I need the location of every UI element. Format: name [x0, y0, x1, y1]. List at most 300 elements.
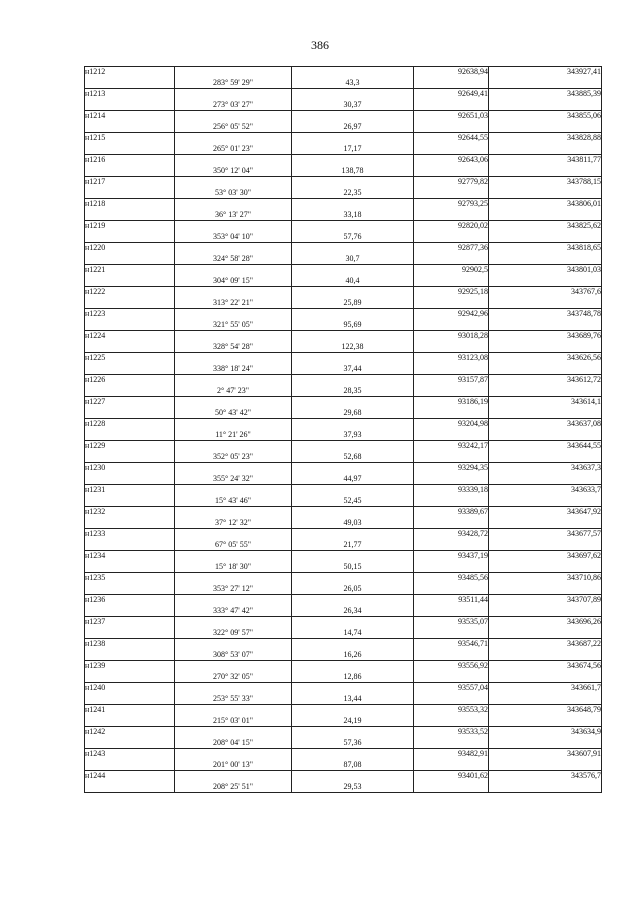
empty-cell — [85, 320, 175, 331]
empty-cell — [85, 782, 175, 793]
table-row — [85, 507, 602, 518]
coordinate-x: 92942,96 — [414, 309, 489, 320]
coordinate-y: 343885,39 — [489, 89, 602, 100]
empty-cell — [175, 375, 292, 386]
table-row — [85, 529, 602, 540]
point-id: н1238 — [85, 639, 175, 650]
table-row — [85, 760, 602, 771]
empty-cell — [292, 133, 414, 144]
segment-length: 26,34 — [292, 606, 414, 617]
table-row — [85, 771, 602, 782]
empty-cell — [85, 562, 175, 573]
empty-cell — [414, 584, 489, 595]
table-row — [85, 89, 602, 100]
coordinate-x: 93401,62 — [414, 771, 489, 782]
table-row — [85, 551, 602, 562]
segment-length: 52,45 — [292, 496, 414, 507]
coordinate-x: 93557,04 — [414, 683, 489, 694]
empty-cell — [292, 265, 414, 276]
coordinate-x: 93242,17 — [414, 441, 489, 452]
empty-cell — [489, 210, 602, 221]
coordinate-x: 92877,36 — [414, 243, 489, 254]
table-row — [85, 452, 602, 463]
empty-cell — [292, 353, 414, 364]
direction-angle: 313° 22' 21" — [175, 298, 292, 309]
table-row — [85, 705, 602, 716]
point-id: н1229 — [85, 441, 175, 452]
table-row — [85, 727, 602, 738]
direction-angle: 333° 47' 42" — [175, 606, 292, 617]
table-row — [85, 67, 602, 78]
empty-cell — [292, 683, 414, 694]
coordinate-y: 343748,78 — [489, 309, 602, 320]
point-id: н1236 — [85, 595, 175, 606]
empty-cell — [175, 331, 292, 342]
empty-cell — [414, 518, 489, 529]
coordinate-x: 93546,71 — [414, 639, 489, 650]
table-row — [85, 485, 602, 496]
point-id: н1233 — [85, 529, 175, 540]
segment-length: 52,68 — [292, 452, 414, 463]
coordinate-y: 343614,1 — [489, 397, 602, 408]
direction-angle: 324° 58' 28" — [175, 254, 292, 265]
table-row — [85, 441, 602, 452]
table-row — [85, 221, 602, 232]
coordinate-y: 343612,72 — [489, 375, 602, 386]
segment-length: 21,77 — [292, 540, 414, 551]
empty-cell — [414, 320, 489, 331]
point-id: н1218 — [85, 199, 175, 210]
empty-cell — [414, 628, 489, 639]
empty-cell — [414, 342, 489, 353]
point-id: н1239 — [85, 661, 175, 672]
empty-cell — [414, 694, 489, 705]
coordinate-x: 93389,67 — [414, 507, 489, 518]
coordinate-y: 343637,3 — [489, 463, 602, 474]
empty-cell — [414, 782, 489, 793]
empty-cell — [292, 727, 414, 738]
empty-cell — [489, 716, 602, 727]
point-id: н1228 — [85, 419, 175, 430]
table-row — [85, 408, 602, 419]
table-row — [85, 243, 602, 254]
coordinate-y: 343801,03 — [489, 265, 602, 276]
segment-length: 24,19 — [292, 716, 414, 727]
point-id: н1231 — [85, 485, 175, 496]
table-row — [85, 133, 602, 144]
coordinate-x: 93485,56 — [414, 573, 489, 584]
segment-length: 33,18 — [292, 210, 414, 221]
empty-cell — [85, 694, 175, 705]
empty-cell — [175, 617, 292, 628]
point-id: н1227 — [85, 397, 175, 408]
segment-length: 43,3 — [292, 78, 414, 89]
direction-angle: 53° 03' 30" — [175, 188, 292, 199]
empty-cell — [414, 408, 489, 419]
empty-cell — [85, 276, 175, 287]
empty-cell — [414, 540, 489, 551]
coordinate-y: 343647,92 — [489, 507, 602, 518]
empty-cell — [489, 518, 602, 529]
empty-cell — [292, 221, 414, 232]
segment-length: 30,37 — [292, 100, 414, 111]
empty-cell — [85, 364, 175, 375]
point-id: н1244 — [85, 771, 175, 782]
empty-cell — [414, 496, 489, 507]
table-row — [85, 199, 602, 210]
direction-angle: 328° 54' 28" — [175, 342, 292, 353]
empty-cell — [489, 430, 602, 441]
coordinate-y: 343677,57 — [489, 529, 602, 540]
table-row — [85, 584, 602, 595]
empty-cell — [175, 485, 292, 496]
table-row — [85, 716, 602, 727]
table-row — [85, 749, 602, 760]
coordinate-x: 93482,91 — [414, 749, 489, 760]
empty-cell — [175, 397, 292, 408]
empty-cell — [85, 430, 175, 441]
segment-length: 30,7 — [292, 254, 414, 265]
empty-cell — [489, 144, 602, 155]
empty-cell — [85, 518, 175, 529]
empty-cell — [489, 342, 602, 353]
empty-cell — [489, 760, 602, 771]
segment-length: 17,17 — [292, 144, 414, 155]
coordinate-y: 343644,55 — [489, 441, 602, 452]
point-id: н1237 — [85, 617, 175, 628]
empty-cell — [292, 463, 414, 474]
coordinate-y: 343674,56 — [489, 661, 602, 672]
coordinate-y: 343696,26 — [489, 617, 602, 628]
coordinate-y: 343811,77 — [489, 155, 602, 166]
table-row — [85, 375, 602, 386]
empty-cell — [489, 166, 602, 177]
segment-length: 138,78 — [292, 166, 414, 177]
coordinate-x: 92651,03 — [414, 111, 489, 122]
empty-cell — [489, 298, 602, 309]
empty-cell — [414, 188, 489, 199]
table-row — [85, 474, 602, 485]
empty-cell — [489, 364, 602, 375]
empty-cell — [292, 111, 414, 122]
empty-cell — [85, 122, 175, 133]
empty-cell — [489, 408, 602, 419]
empty-cell — [85, 254, 175, 265]
segment-length: 25,89 — [292, 298, 414, 309]
empty-cell — [85, 628, 175, 639]
empty-cell — [175, 507, 292, 518]
point-id: н1213 — [85, 89, 175, 100]
empty-cell — [175, 595, 292, 606]
empty-cell — [175, 551, 292, 562]
point-id: н1214 — [85, 111, 175, 122]
empty-cell — [85, 606, 175, 617]
empty-cell — [489, 738, 602, 749]
empty-cell — [175, 419, 292, 430]
table-row — [85, 320, 602, 331]
direction-angle: 270° 32' 05" — [175, 672, 292, 683]
table-row — [85, 661, 602, 672]
empty-cell — [414, 738, 489, 749]
table-row — [85, 650, 602, 661]
empty-cell — [175, 243, 292, 254]
table-row — [85, 782, 602, 793]
empty-cell — [85, 716, 175, 727]
empty-cell — [292, 419, 414, 430]
direction-angle: 322° 09' 57" — [175, 628, 292, 639]
direction-angle: 201° 00' 13" — [175, 760, 292, 771]
table-row — [85, 210, 602, 221]
empty-cell — [489, 562, 602, 573]
empty-cell — [175, 265, 292, 276]
coordinate-x: 93556,92 — [414, 661, 489, 672]
direction-angle: 353° 27' 12" — [175, 584, 292, 595]
empty-cell — [414, 716, 489, 727]
empty-cell — [175, 441, 292, 452]
table-row — [85, 353, 602, 364]
direction-angle: 11° 21' 26" — [175, 430, 292, 441]
table-row — [85, 419, 602, 430]
empty-cell — [414, 78, 489, 89]
empty-cell — [85, 408, 175, 419]
empty-cell — [292, 551, 414, 562]
table-row — [85, 496, 602, 507]
empty-cell — [175, 287, 292, 298]
table-row — [85, 276, 602, 287]
segment-length: 14,74 — [292, 628, 414, 639]
empty-cell — [489, 628, 602, 639]
empty-cell — [175, 67, 292, 78]
table-row — [85, 672, 602, 683]
empty-cell — [85, 386, 175, 397]
coordinate-y: 343626,56 — [489, 353, 602, 364]
table-row — [85, 430, 602, 441]
point-id: н1240 — [85, 683, 175, 694]
point-id: н1232 — [85, 507, 175, 518]
empty-cell — [85, 342, 175, 353]
direction-angle: 304° 09' 15" — [175, 276, 292, 287]
empty-cell — [489, 650, 602, 661]
empty-cell — [85, 166, 175, 177]
direction-angle: 355° 24' 32" — [175, 474, 292, 485]
direction-angle: 215° 03' 01" — [175, 716, 292, 727]
coordinate-x: 92644,55 — [414, 133, 489, 144]
coordinate-x: 92820,02 — [414, 221, 489, 232]
coordinates-table-body — [85, 67, 602, 793]
table-row — [85, 738, 602, 749]
coordinate-y: 343828,88 — [489, 133, 602, 144]
table-row — [85, 177, 602, 188]
empty-cell — [292, 485, 414, 496]
empty-cell — [175, 221, 292, 232]
coordinate-y: 343825,62 — [489, 221, 602, 232]
coordinate-y: 343576,7 — [489, 771, 602, 782]
coordinate-y: 343607,91 — [489, 749, 602, 760]
empty-cell — [292, 507, 414, 518]
empty-cell — [489, 782, 602, 793]
empty-cell — [414, 144, 489, 155]
empty-cell — [292, 639, 414, 650]
point-id: н1220 — [85, 243, 175, 254]
empty-cell — [175, 89, 292, 100]
coordinate-y: 343634,9 — [489, 727, 602, 738]
direction-angle: 15° 18' 30" — [175, 562, 292, 573]
empty-cell — [292, 155, 414, 166]
table-row — [85, 694, 602, 705]
page-number: 386 — [311, 38, 329, 52]
direction-angle: 308° 53' 07" — [175, 650, 292, 661]
coordinate-y: 343633,7 — [489, 485, 602, 496]
point-id: н1235 — [85, 573, 175, 584]
coordinate-x: 92902,5 — [414, 265, 489, 276]
empty-cell — [414, 364, 489, 375]
empty-cell — [414, 474, 489, 485]
coordinate-y: 343788,15 — [489, 177, 602, 188]
empty-cell — [292, 771, 414, 782]
table-row — [85, 78, 602, 89]
empty-cell — [414, 760, 489, 771]
empty-cell — [414, 386, 489, 397]
direction-angle: 36° 13' 27" — [175, 210, 292, 221]
empty-cell — [292, 397, 414, 408]
empty-cell — [292, 177, 414, 188]
segment-length: 26,97 — [292, 122, 414, 133]
empty-cell — [489, 320, 602, 331]
table-row — [85, 364, 602, 375]
segment-length: 87,08 — [292, 760, 414, 771]
empty-cell — [292, 375, 414, 386]
empty-cell — [292, 89, 414, 100]
empty-cell — [414, 430, 489, 441]
point-id: н1234 — [85, 551, 175, 562]
empty-cell — [414, 606, 489, 617]
point-id: н1221 — [85, 265, 175, 276]
point-id: н1242 — [85, 727, 175, 738]
direction-angle: 352° 05' 23" — [175, 452, 292, 463]
empty-cell — [175, 177, 292, 188]
empty-cell — [85, 232, 175, 243]
table-row — [85, 562, 602, 573]
coordinate-x: 93294,35 — [414, 463, 489, 474]
point-id: н1226 — [85, 375, 175, 386]
direction-angle: 256° 05' 52" — [175, 122, 292, 133]
point-id: н1224 — [85, 331, 175, 342]
coordinate-y: 343661,7 — [489, 683, 602, 694]
segment-length: 29,53 — [292, 782, 414, 793]
empty-cell — [85, 650, 175, 661]
segment-length: 37,44 — [292, 364, 414, 375]
coordinate-x: 93123,08 — [414, 353, 489, 364]
coordinate-x: 93437,19 — [414, 551, 489, 562]
direction-angle: 338° 18' 24" — [175, 364, 292, 375]
coordinate-x: 92638,94 — [414, 67, 489, 78]
empty-cell — [489, 694, 602, 705]
table-row — [85, 232, 602, 243]
empty-cell — [175, 705, 292, 716]
empty-cell — [175, 133, 292, 144]
segment-length: 57,36 — [292, 738, 414, 749]
coordinate-y: 343806,01 — [489, 199, 602, 210]
empty-cell — [175, 155, 292, 166]
coordinate-x: 92779,82 — [414, 177, 489, 188]
point-id: н1222 — [85, 287, 175, 298]
empty-cell — [175, 573, 292, 584]
segment-length: 26,05 — [292, 584, 414, 595]
direction-angle: 273° 03' 27" — [175, 100, 292, 111]
coordinate-x: 93428,72 — [414, 529, 489, 540]
table-row — [85, 342, 602, 353]
empty-cell — [489, 474, 602, 485]
point-id: н1217 — [85, 177, 175, 188]
point-id: н1230 — [85, 463, 175, 474]
empty-cell — [414, 276, 489, 287]
empty-cell — [85, 188, 175, 199]
empty-cell — [175, 727, 292, 738]
coordinate-y: 343927,41 — [489, 67, 602, 78]
empty-cell — [489, 276, 602, 287]
table-row — [85, 518, 602, 529]
empty-cell — [414, 166, 489, 177]
empty-cell — [292, 67, 414, 78]
empty-cell — [292, 529, 414, 540]
direction-angle: 208° 25' 51" — [175, 782, 292, 793]
direction-angle: 2° 47' 23" — [175, 386, 292, 397]
empty-cell — [414, 100, 489, 111]
segment-length: 29,68 — [292, 408, 414, 419]
coordinate-x: 93533,52 — [414, 727, 489, 738]
direction-angle: 67° 05' 55" — [175, 540, 292, 551]
segment-length: 13,44 — [292, 694, 414, 705]
empty-cell — [175, 639, 292, 650]
empty-cell — [292, 749, 414, 760]
coordinate-x: 93018,28 — [414, 331, 489, 342]
table-row — [85, 540, 602, 551]
empty-cell — [489, 452, 602, 463]
table-row — [85, 166, 602, 177]
segment-length: 44,97 — [292, 474, 414, 485]
segment-length: 40,4 — [292, 276, 414, 287]
point-id: н1223 — [85, 309, 175, 320]
segment-length: 122,38 — [292, 342, 414, 353]
table-row — [85, 628, 602, 639]
empty-cell — [85, 474, 175, 485]
segment-length: 37,93 — [292, 430, 414, 441]
empty-cell — [414, 672, 489, 683]
empty-cell — [414, 452, 489, 463]
empty-cell — [414, 210, 489, 221]
empty-cell — [85, 584, 175, 595]
point-id: н1219 — [85, 221, 175, 232]
empty-cell — [292, 287, 414, 298]
coordinate-x: 93553,32 — [414, 705, 489, 716]
empty-cell — [489, 100, 602, 111]
table-row — [85, 595, 602, 606]
empty-cell — [85, 210, 175, 221]
coordinate-y: 343767,6 — [489, 287, 602, 298]
empty-cell — [292, 199, 414, 210]
empty-cell — [175, 661, 292, 672]
coordinates-table — [84, 66, 602, 793]
empty-cell — [489, 122, 602, 133]
direction-angle: 265° 01' 23" — [175, 144, 292, 155]
coordinate-x: 92643,06 — [414, 155, 489, 166]
table-row — [85, 606, 602, 617]
coordinate-x: 93157,87 — [414, 375, 489, 386]
direction-angle: 15° 43' 46" — [175, 496, 292, 507]
coordinate-x: 92649,41 — [414, 89, 489, 100]
empty-cell — [489, 540, 602, 551]
table-row — [85, 639, 602, 650]
